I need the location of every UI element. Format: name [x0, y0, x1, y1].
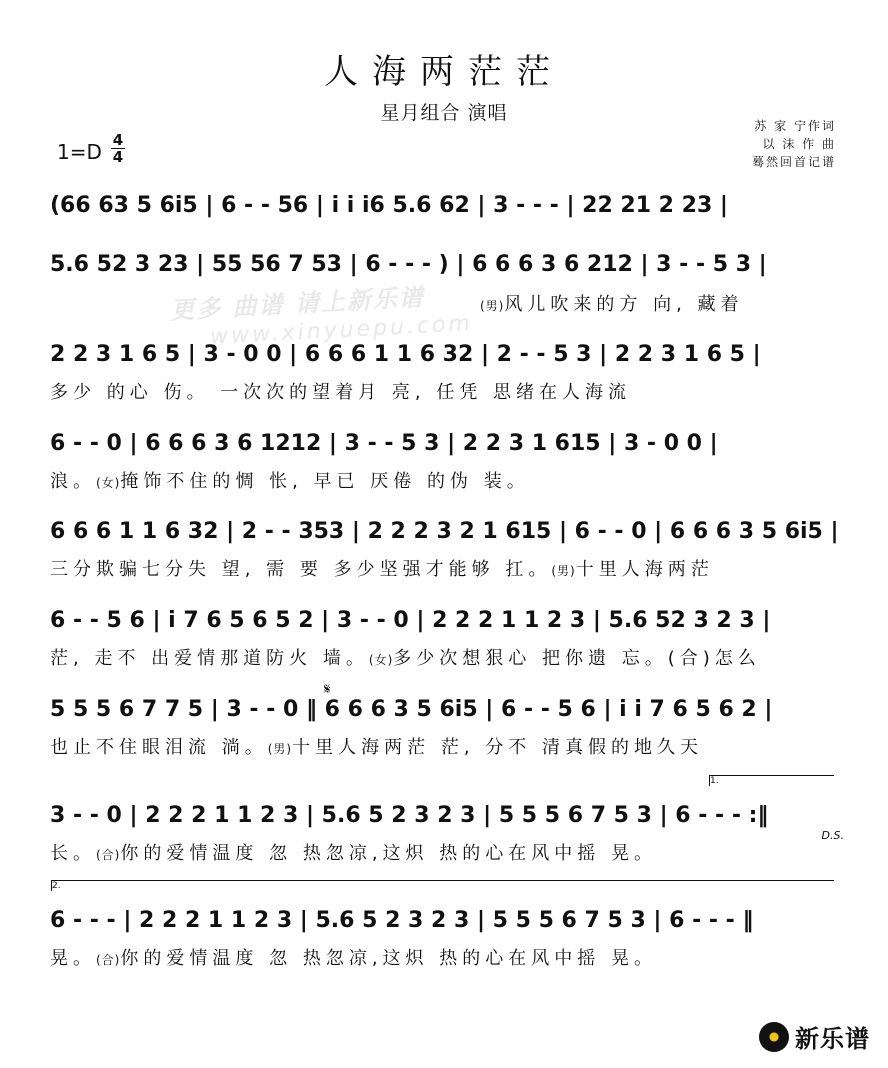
lyrics-text: 掩饰不住的惆 怅, 早已 厌倦 的伪 装。 [120, 471, 530, 492]
notation-line: 3 - - 0 | 2 2 2 1 1 2 3 | 5.6 5 2 3 2 3 | 5 5 5 6 7 5 3 | 6 - - - :‖ [50, 803, 769, 828]
lyrics-line [50, 644, 840, 670]
lyrics-line [50, 733, 840, 759]
segno-mark: 𝄋 [324, 680, 331, 698]
singer-tag: (女) [368, 653, 394, 667]
vinyl-disc-icon [759, 1022, 789, 1052]
notation-line: 2 2 3 1 6 5 | 3 - 0 0 | 6 6 6 1 1 6 32 | 2 - - 5 3 | 2 2 3 1 6 5 | [50, 342, 761, 367]
notation-line: (66 63 5 6i5 | 6 - - 56 | i i i6 5.6 62 | 3 - - - | 22 21 2 23 | [50, 193, 728, 218]
lyrics-text: 你的爱情温度 忽 热忽凉,这炽 热的心在风中摇 晃。 [120, 948, 657, 969]
lyrics-text: 三分欺骗七分失 望, 需 要 多少坚强才能够 扛。 [50, 559, 552, 580]
notation-line: 6 - - 0 | 6 6 6 3 6 1212 | 3 - - 5 3 | 2 2 3 1 615 | 3 - 0 0 | [50, 431, 718, 456]
lyrics-line [50, 555, 840, 581]
lyricist-credit: 苏 家 宁作词 [754, 119, 836, 133]
singer-tag: (男) [551, 564, 576, 578]
notation-line: 5.6 52 3 23 | 55 56 7 53 | 6 - - - ) | 6 6 6 3 6 212 | 3 - - 5 3 | [50, 252, 767, 277]
time-signature [111, 132, 125, 165]
notation-line: 6 - - 5 6 | i 7 6 5 6 5 2 | 3 - - 0 | 2 2 2 1 1 2 3 | 5.6 52 3 2 3 | [50, 608, 771, 633]
lyrics-line [480, 290, 840, 316]
watermark-url: www.xinyuepu.com [209, 311, 474, 350]
time-signature-top: 4 [112, 131, 124, 149]
singer-tag: (女) [96, 476, 121, 490]
lyrics-text: 风儿吹来的方 向, 藏着 [504, 294, 744, 315]
lyrics-text: 茫, 走不 出爱情那道防火 墙。 [50, 648, 369, 669]
lyrics-line [50, 839, 840, 865]
dal-segno-mark: D.S. [821, 829, 844, 842]
key-signature: 1=D [57, 140, 102, 164]
lyrics-text: 也止不住眼泪流 淌。 [50, 737, 268, 758]
singer-tag: (合) [96, 953, 121, 967]
song-title: 人海两茫茫 [324, 52, 564, 92]
lyrics-line: 多少 的心 伤。 一次次的望着月 亮, 任凭 思绪在人海流 [50, 382, 632, 403]
site-logo[interactable] [759, 1019, 870, 1054]
first-ending-label: 1. [710, 776, 719, 786]
time-signature-bottom: 4 [112, 148, 124, 166]
notation-line: 5 5 5 6 7 7 5 | 3 - - 0 ‖ 6 6 6 3 5 6i5 | 6 - - 5 6 | i i 7 6 5 6 2 | [50, 697, 773, 722]
lyrics-text: 浪。 [50, 471, 96, 492]
singer-tag: (男) [267, 742, 293, 756]
lyrics-text: 长。 [50, 843, 96, 864]
notation-line: 6 - - - | 2 2 2 1 1 2 3 | 5.6 5 2 3 2 3 | 5 5 5 6 7 5 3 | 6 - - - ‖ [50, 908, 754, 933]
first-ending-bracket [709, 775, 834, 786]
lyrics-text: 晃。 [50, 948, 96, 969]
lyrics-text: 多少次想狠心 把你遗 忘。(合)怎么 [393, 648, 761, 669]
second-ending-label: 2. [52, 881, 61, 891]
second-ending-bracket [51, 880, 834, 891]
credits [752, 117, 836, 171]
lyrics-line [50, 944, 840, 970]
transcriber-credit: 蓦然回首记谱 [751, 155, 836, 169]
logo-text: 新乐谱 [795, 1025, 870, 1053]
lyrics-text: 你的爱情温度 忽 热忽凉,这炽 热的心在风中摇 晃。 [120, 843, 657, 864]
watermark-text: 更多 曲谱 请上新乐谱 [169, 283, 426, 325]
singer-tag: (男) [480, 299, 505, 313]
lyrics-text: 十里人海两茫 茫, 分不 清真假的地久天 [292, 737, 703, 758]
singer-tag: (合) [96, 848, 121, 862]
performer-line: 星月组合 演唱 [380, 102, 508, 124]
lyrics-text: 十里人海两茫 [575, 559, 714, 580]
notation-line: 6 6 6 1 1 6 32 | 2 - - 353 | 2 2 2 3 2 1 615 | 6 - - 0 | 6 6 6 3 5 6i5 | [50, 519, 839, 544]
composer-credit: 以 沫 作 曲 [762, 137, 836, 151]
lyrics-line [50, 467, 840, 493]
